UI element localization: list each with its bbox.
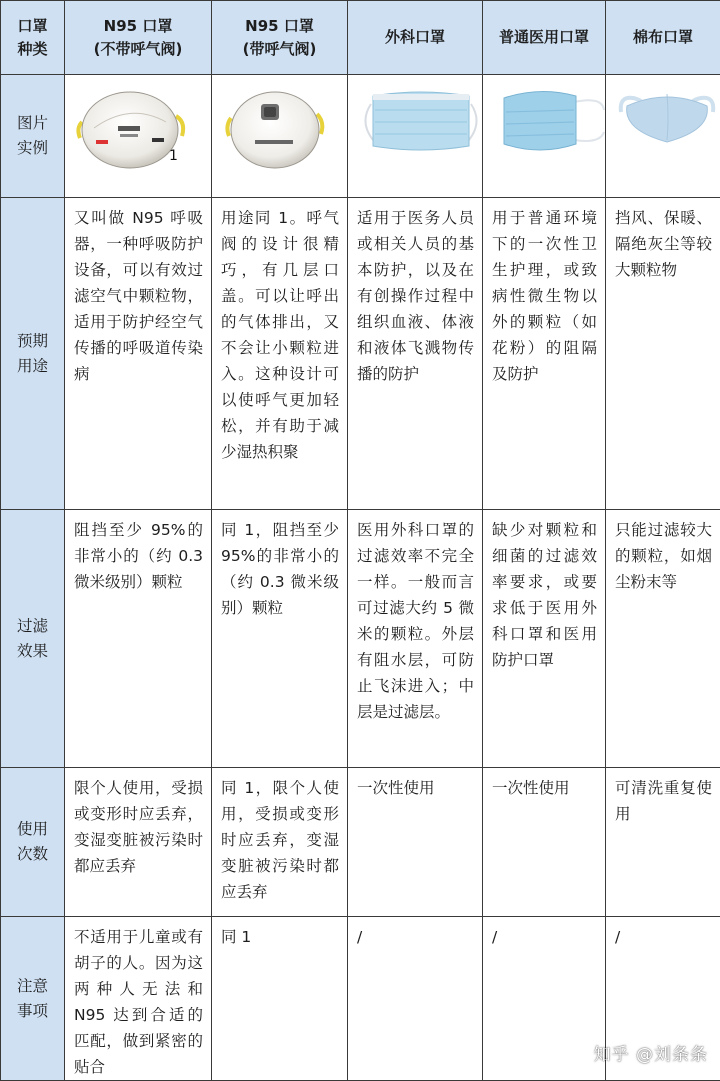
cell-use-surgical: 适用于医务人员或相关人员的基本防护，以及在有创操作过程中组织血液、体液和液体飞溅物传播的防护 (348, 198, 483, 510)
cell-usage-medical: 一次性使用 (483, 768, 606, 917)
row-label-line: 次数 (3, 842, 62, 867)
cell-notes-surgical: / (348, 917, 483, 1081)
row-label-use (1, 198, 65, 510)
column-header-line1: N95 口罩 (69, 15, 207, 38)
column-header-line1: 外科口罩 (352, 26, 478, 49)
medical-mask-icon (492, 82, 606, 162)
column-header-n95-no-valve (65, 1, 212, 75)
table-row (1, 198, 720, 510)
column-header-line2: (带呼气阀) (216, 38, 343, 61)
column-header-n95-valve (212, 1, 348, 75)
image-cell-surgical (348, 75, 483, 198)
row-label-filter (1, 510, 65, 768)
cell-filter-n95-no-valve: 阻挡至少 95%的非常小的（约 0.3 微米级别）颗粒 (65, 510, 212, 768)
cell-use-cloth: 挡风、保暖、隔绝灰尘等较大颗粒物 (606, 198, 720, 510)
row-label-line: 过滤 (3, 614, 62, 639)
cell-filter-surgical: 医用外科口罩的过滤效率不完全一样。一般而言可过滤大约 5 微米的颗粒。外层有阻水层，可防止飞沫进入；中层是过滤层。 (348, 510, 483, 768)
row-label-line: 效果 (3, 639, 62, 664)
cell-usage-n95-no-valve: 限个人使用，受损或变形时应丢弃，变湿变脏被污染时都应丢弃 (65, 768, 212, 917)
row-label-line: 事项 (3, 999, 62, 1024)
row-label-line: 实例 (3, 136, 62, 161)
column-header-line2: (不带呼气阀) (69, 38, 207, 61)
table-row (1, 75, 720, 198)
image-cell-n95-no-valve (65, 75, 212, 198)
cell-usage-n95-valve: 同 1，限个人使用，受损或变形时应丢弃，变湿变脏被污染时都应丢弃 (212, 768, 348, 917)
cell-notes-cloth: / (606, 917, 720, 1081)
table-row (1, 768, 720, 917)
corner-line-2: 种类 (5, 38, 60, 61)
header-row (1, 1, 720, 75)
image-cell-n95-valve (212, 75, 348, 198)
cell-filter-medical: 缺少对颗粒和细菌的过滤效率要求，或要求低于医用外科口罩和医用防护口罩 (483, 510, 606, 768)
cell-notes-n95-no-valve: 不适用于儿童或有胡子的人。因为这两种人无法和 N95 达到合适的匹配，做到紧密的贴合 (65, 917, 212, 1081)
row-label-line: 用途 (3, 354, 62, 379)
column-header-line1: 普通医用口罩 (487, 26, 601, 49)
cloth-mask-icon (615, 82, 719, 152)
image-cell-medical (483, 75, 606, 198)
row-label-usage (1, 768, 65, 917)
cell-filter-n95-valve: 同 1，阻挡至少 95%的非常小的（约 0.3 微米级别）颗粒 (212, 510, 348, 768)
surgical-mask-icon (357, 82, 483, 162)
column-header-surgical (348, 1, 483, 75)
column-header-line1: N95 口罩 (216, 15, 343, 38)
cell-usage-surgical: 一次性使用 (348, 768, 483, 917)
corner-line-1: 口罩 (5, 15, 60, 38)
cell-filter-cloth: 只能过滤较大的颗粒，如烟尘粉末等 (606, 510, 720, 768)
corner-header (1, 1, 65, 75)
table-row (1, 510, 720, 768)
cell-notes-medical: / (483, 917, 606, 1081)
column-header-medical (483, 1, 606, 75)
n95-valve-mask-icon (221, 82, 331, 174)
cell-notes-n95-valve: 同 1 (212, 917, 348, 1081)
column-header-cloth (606, 1, 720, 75)
image-note: 1 (169, 143, 178, 169)
cell-usage-cloth: 可清洗重复使用 (606, 768, 720, 917)
row-label-notes (1, 917, 65, 1081)
row-label-line: 注意 (3, 974, 62, 999)
row-label-line: 图片 (3, 111, 62, 136)
row-label-line: 预期 (3, 329, 62, 354)
watermark: 知乎 @刘条条 (594, 1040, 708, 1065)
cell-use-n95-valve: 用途同 1。呼气阀的设计很精巧，有几层口盖。可以让呼出的气体排出，又不会让小颗粒进入。这种设计可以使呼气更加轻松，并有助于减少湿热积聚 (212, 198, 348, 510)
row-label-line: 使用 (3, 817, 62, 842)
cell-use-n95-no-valve: 又叫做 N95 呼吸器，一种呼吸防护设备，可以有效过滤空气中颗粒物，适用于防护经空气传播的呼吸道传染病 (65, 198, 212, 510)
row-label-images (1, 75, 65, 198)
image-cell-cloth (606, 75, 720, 198)
column-header-line1: 棉布口罩 (610, 26, 716, 49)
cell-use-medical: 用于普通环境下的一次性卫生护理，或致病性微生物以外的颗粒（如花粉）的阻隔及防护 (483, 198, 606, 510)
